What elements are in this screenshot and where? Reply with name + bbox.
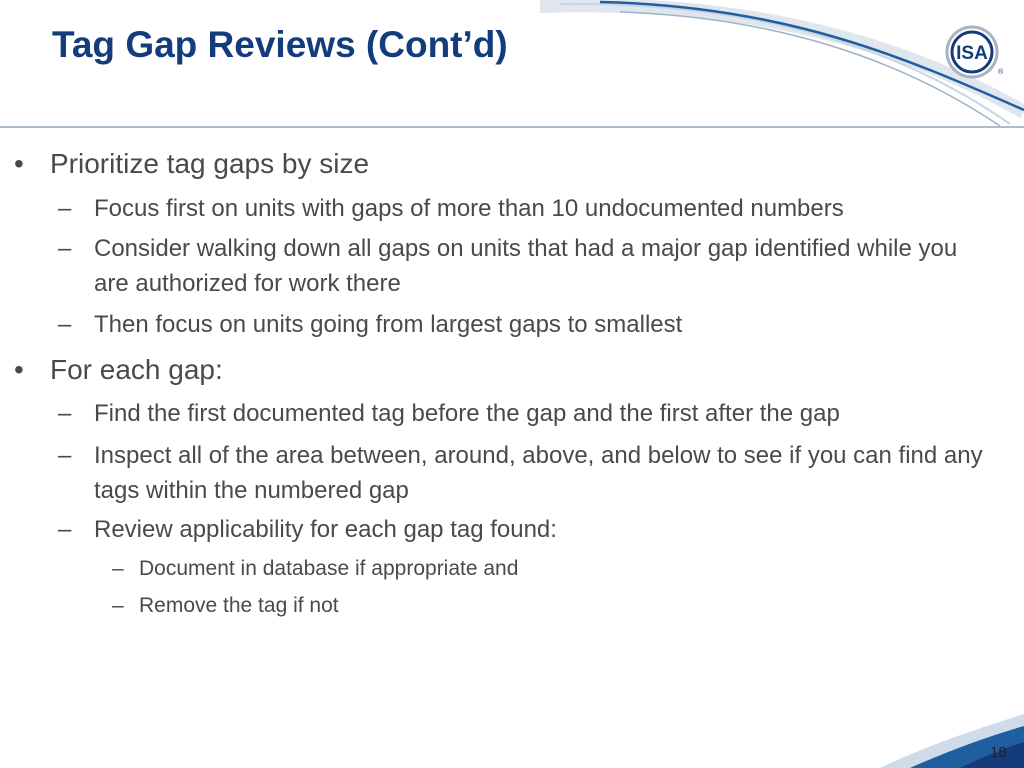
sub-bullet-text: Find the first documented tag before the gap and the first after the gap — [94, 400, 840, 427]
dash-marker: – — [58, 195, 72, 222]
sub-bullet-text: Consider walking down all gaps on units that had a major gap identified while you are authorized for work there — [94, 235, 958, 297]
page-number: 18 — [990, 744, 1007, 761]
sub-bullet-text: Review applicability for each gap tag found: — [94, 516, 557, 543]
sub-sub-bullet-text: Remove the tag if not — [139, 594, 339, 617]
dash-marker: – — [112, 594, 124, 617]
sub-sub-bullet-text: Document in database if appropriate and — [139, 557, 519, 580]
sub-bullet-text: Then focus on units going from largest gaps to smallest — [94, 311, 683, 338]
sub-bullet-text: Focus first on units with gaps of more than 10 undocumented numbers — [94, 195, 844, 222]
bullet-text: For each gap: — [50, 354, 223, 385]
dash-marker: – — [112, 557, 124, 580]
isa-logo-text: ISA — [956, 43, 988, 64]
svg-text:®: ® — [998, 69, 1004, 76]
dash-marker: – — [58, 311, 72, 338]
dash-marker: – — [58, 235, 72, 262]
dash-marker: – — [58, 516, 72, 543]
bullet-marker: • — [14, 148, 24, 179]
bullet-marker: • — [14, 354, 24, 385]
sub-bullet-text: Inspect all of the area between, around, above, and below to see if you can find any tags within the numbered gap — [94, 442, 983, 504]
bullet-text: Prioritize tag gaps by size — [50, 148, 370, 179]
page-title: Tag Gap Reviews (Cont’d) — [52, 24, 508, 65]
dash-marker: – — [58, 442, 72, 469]
dash-marker: – — [58, 400, 72, 427]
